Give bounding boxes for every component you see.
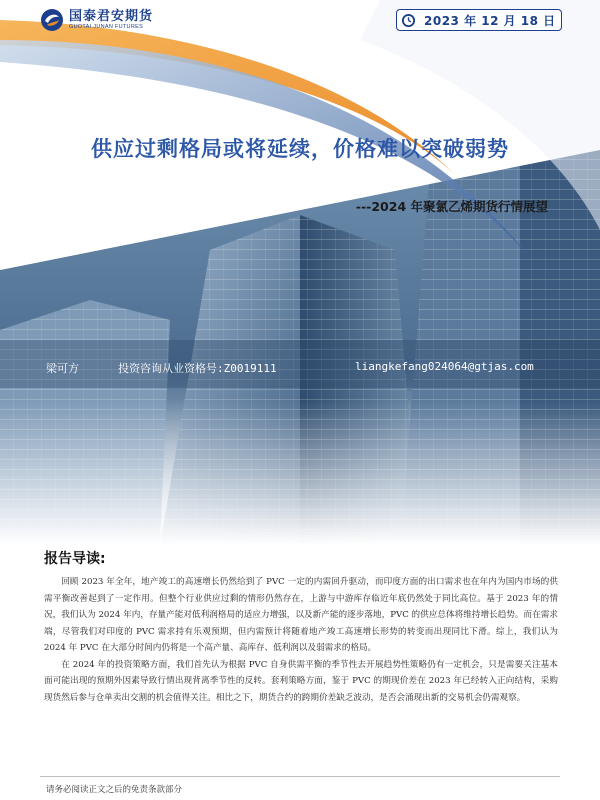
footer-disclaimer: 请务必阅读正文之后的免责条款部分	[46, 785, 183, 795]
report-date: 2023 年 12 月 18 日	[424, 13, 556, 28]
page-header	[0, 0, 600, 44]
company-name-cn: 国泰君安期货	[69, 9, 154, 24]
report-title: 供应过剩格局或将延续，价格难以突破弱势	[91, 137, 509, 161]
guide-paragraph: 回顾 2023 年全年，地产竣工的高速增长仍然给到了 PVC 一定的内需回升驱动，而印度方面的出口需求也在年内为国内市场的供需平衡改善起到了一定作用。但整个行业供应过剩的情形仍然存在，上游与中游库存临近年底仍然处于同比高位。基于 2023 年的情况，我们认为 2024 年内，存量产能对低利润格局的适应力增强，以及新产能的逐步落地，PVC 的供应总体将维持增长趋势。而在需求端，尽管我们对印度的 PVC 需求持有乐观预期，但内需预计将随着地产竣工高速增长形势的转变而出现同比下滑。综上，我们认为 2024 年 PVC 在大部分时间内仍将是一个高产量、高库存、低利润以及弱需求的格局。	[44, 577, 558, 653]
footer-divider	[40, 776, 560, 777]
guide-body	[44, 574, 558, 706]
author-email: liangkefang024064@gtjas.com	[355, 360, 534, 373]
guide-heading: 报告导读:	[44, 551, 106, 567]
company-name-en: GUOTAI JUNAN FUTURES	[69, 24, 144, 30]
guide-paragraph: 在 2024 年的投资策略方面，我们首先认为根据 PVC 自身供需平衡的季节性去开展趋势性策略仍有一定机会，只是需要关注基本面可能出现的预期外因素导致行情出现背离季节性的反转。套利策略方面，鉴于 PVC 的期现价差在 2023 年已经转入正向结构，采购现货然后参与仓单卖出交割的机会值得关注。相比之下，期货合约的跨期价差缺乏波动，是否会涌现出新的交易机会仍需观察。	[44, 659, 558, 703]
author-name: 梁可方	[46, 362, 79, 375]
clock-icon	[401, 13, 416, 28]
report-subtitle: ---2024 年聚氯乙烯期货行情展望	[355, 199, 548, 214]
report-date-box	[396, 9, 562, 31]
author-certification: 投资咨询从业资格号:Z0019111	[118, 362, 277, 375]
company-logo-icon	[40, 8, 64, 32]
company-logo	[40, 8, 153, 32]
author-info	[0, 360, 600, 378]
